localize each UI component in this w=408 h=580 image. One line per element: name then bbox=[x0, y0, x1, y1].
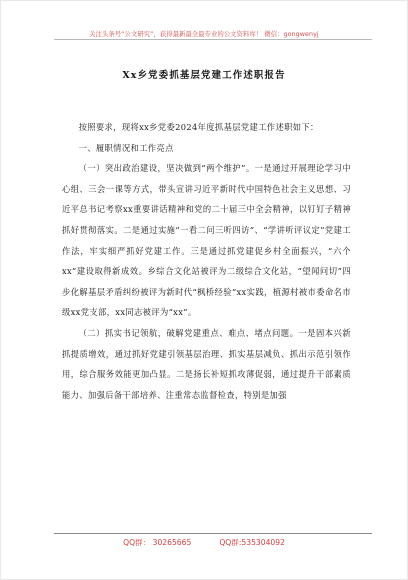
body-paragraph-2: （二）抓实书记领航，破解党建重点、难点、堵点问题。一是固本兴新抓提质增效，通过抓好党建引领基层治理、抓实基层减负、抓出示范引领作用，综合服务效能更加凸显。二是扬长补短抓攻薄促弱，通过提升干部素质能力、加强后备干部培养、注重常态监督检查，特别是加强 bbox=[62, 327, 351, 400]
intro-paragraph: 按照要求，现将xx乡党委2024年度抓基层党建工作述职如下： bbox=[78, 122, 319, 132]
footer-qq-group-2: QQ群:535304092 bbox=[219, 538, 285, 547]
body-paragraph-1: （一）突出政治建设，坚决做到“两个维护”。一是通过开展理论学习中心组、三会一课等方式，带头宣讲习近平新时代中国特色社会主义思想、习近平总书记考察xx重要讲话精神和党的二十届三中全会精神，以钉钉子精神抓好贯彻落实。二是通过实施“一看二问三听四访”、“学讲听评议定”党建工作法，牢实细严抓好党建工作。三是通过抓党建促乡村全面振兴，“六个xx”建设取得新成效。乡综合文化站被评为二级综合文化站，“望闻问切”四步化解基层矛盾纠纷被评为新时代“枫桥经验”xx实践，植源村被市委命名市级xx党支部，xx同志被评为“xx”。 bbox=[62, 163, 351, 318]
footer-divider bbox=[54, 533, 372, 534]
header-banner: 关注头条号“公文研究”，获得最新最全最专业的公文资料库！ 微信：gongwenyj bbox=[89, 31, 319, 38]
footer bbox=[0, 537, 408, 548]
footer-qq-group-1: QQ群： 30265665 bbox=[123, 538, 192, 547]
header-divider bbox=[54, 39, 372, 40]
document-title: Xx乡党委抓基层党建工作述职报告 bbox=[122, 70, 286, 81]
document-body bbox=[62, 117, 351, 405]
section-heading: 一、履职情况和工作亮点 bbox=[78, 142, 174, 153]
